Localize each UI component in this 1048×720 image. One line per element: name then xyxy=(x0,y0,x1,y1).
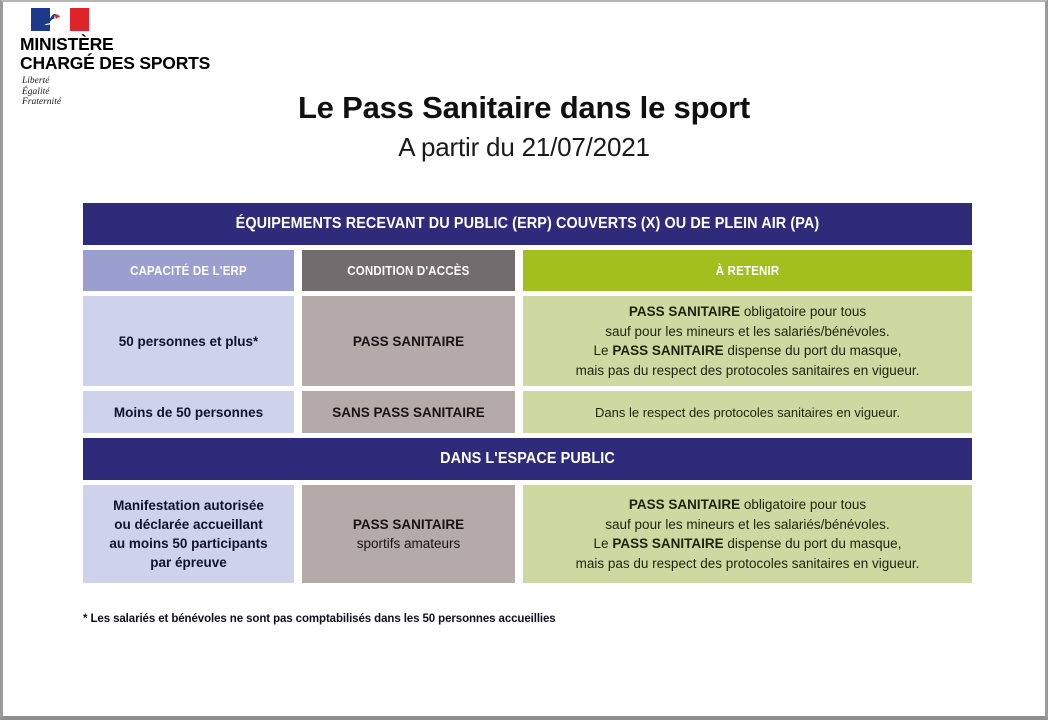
cell-notes-text: PASS SANITAIRE obligatoire pour tous sauf pour les mineurs et les salariés/bénévoles. Le PASS SANITAIRE dispense du port du masque, mais pas du respect des protocoles sanitaires en vigueur. xyxy=(575,304,920,378)
cell-capacity xyxy=(83,391,294,433)
marianne-icon xyxy=(41,11,68,28)
cell-capacity xyxy=(83,296,294,386)
ministry-name-line2: CHARGÉ DES SPORTS xyxy=(20,52,211,73)
section-banner-erp-label: ÉQUIPEMENTS RECEVANT DU PUBLIC (ERP) COUVERTS (X) OU DE PLEIN AIR (PA) xyxy=(114,203,941,245)
cell-condition-bold: PASS SANITAIRE xyxy=(352,517,465,532)
table-row xyxy=(83,485,972,583)
cell-condition-text: PASS SANITAIRE xyxy=(352,333,465,349)
ministry-name xyxy=(20,35,220,72)
cell-notes xyxy=(523,296,972,386)
ministry-name-line1: MINISTÈRE xyxy=(20,34,114,54)
section-banner-public-space xyxy=(83,438,972,480)
french-flag-icon xyxy=(31,8,89,31)
cell-capacity-text: 50 personnes et plus* xyxy=(118,333,259,349)
motto-liberte: Liberté xyxy=(22,76,50,86)
column-header-notes-label: À RETENIR xyxy=(715,263,780,278)
cell-condition xyxy=(302,485,515,583)
cell-condition-text xyxy=(353,515,464,553)
section-banner-erp xyxy=(83,203,972,245)
cell-condition-text: SANS PASS SANITAIRE xyxy=(332,404,485,420)
column-header-capacity-label: CAPACITÉ DE L'ERP xyxy=(130,263,247,278)
table-footnote: * Les salariés et bénévoles ne sont pas comptabilisés dans les 50 personnes accueillies xyxy=(83,613,556,625)
column-header-notes xyxy=(523,250,972,291)
cell-notes-text: PASS SANITAIRE obligatoire pour tous sauf pour les mineurs et les salariés/bénévoles. Le PASS SANITAIRE dispense du port du masque, mais pas du respect des protocoles sanitaires en vigueur. xyxy=(575,497,920,571)
flag-band-red xyxy=(70,8,89,31)
document-page xyxy=(3,2,1045,716)
table-row xyxy=(83,296,972,386)
page-title: Le Pass Sanitaire dans le sport xyxy=(297,90,751,125)
column-header-condition-label: CONDITION D'ACCÈS xyxy=(347,263,470,278)
cell-condition xyxy=(302,391,515,433)
cell-condition xyxy=(302,296,515,386)
cell-capacity-text: Moins de 50 personnes xyxy=(113,404,264,420)
cell-notes xyxy=(523,485,972,583)
page-subtitle: A partir du 21/07/2021 xyxy=(398,132,650,162)
column-header-condition xyxy=(302,250,515,291)
cell-condition-regular: sportifs amateurs xyxy=(356,536,461,551)
motto-egalite: Égalité xyxy=(22,86,50,97)
table-row xyxy=(83,391,972,433)
cell-capacity-text: Manifestation autorisée ou déclarée accueillant au moins 50 participants par épreuve xyxy=(109,498,268,570)
column-header-capacity xyxy=(83,250,294,291)
cell-notes-text: Dans le respect des protocoles sanitaires en vigueur. xyxy=(595,404,900,420)
cell-notes xyxy=(523,391,972,433)
cell-capacity xyxy=(83,485,294,583)
section-banner-public-space-label: DANS L'ESPACE PUBLIC xyxy=(114,438,941,480)
motto-fraternite: Fraternité xyxy=(22,97,62,107)
rules-table xyxy=(83,203,972,588)
table-header-row xyxy=(83,250,972,291)
